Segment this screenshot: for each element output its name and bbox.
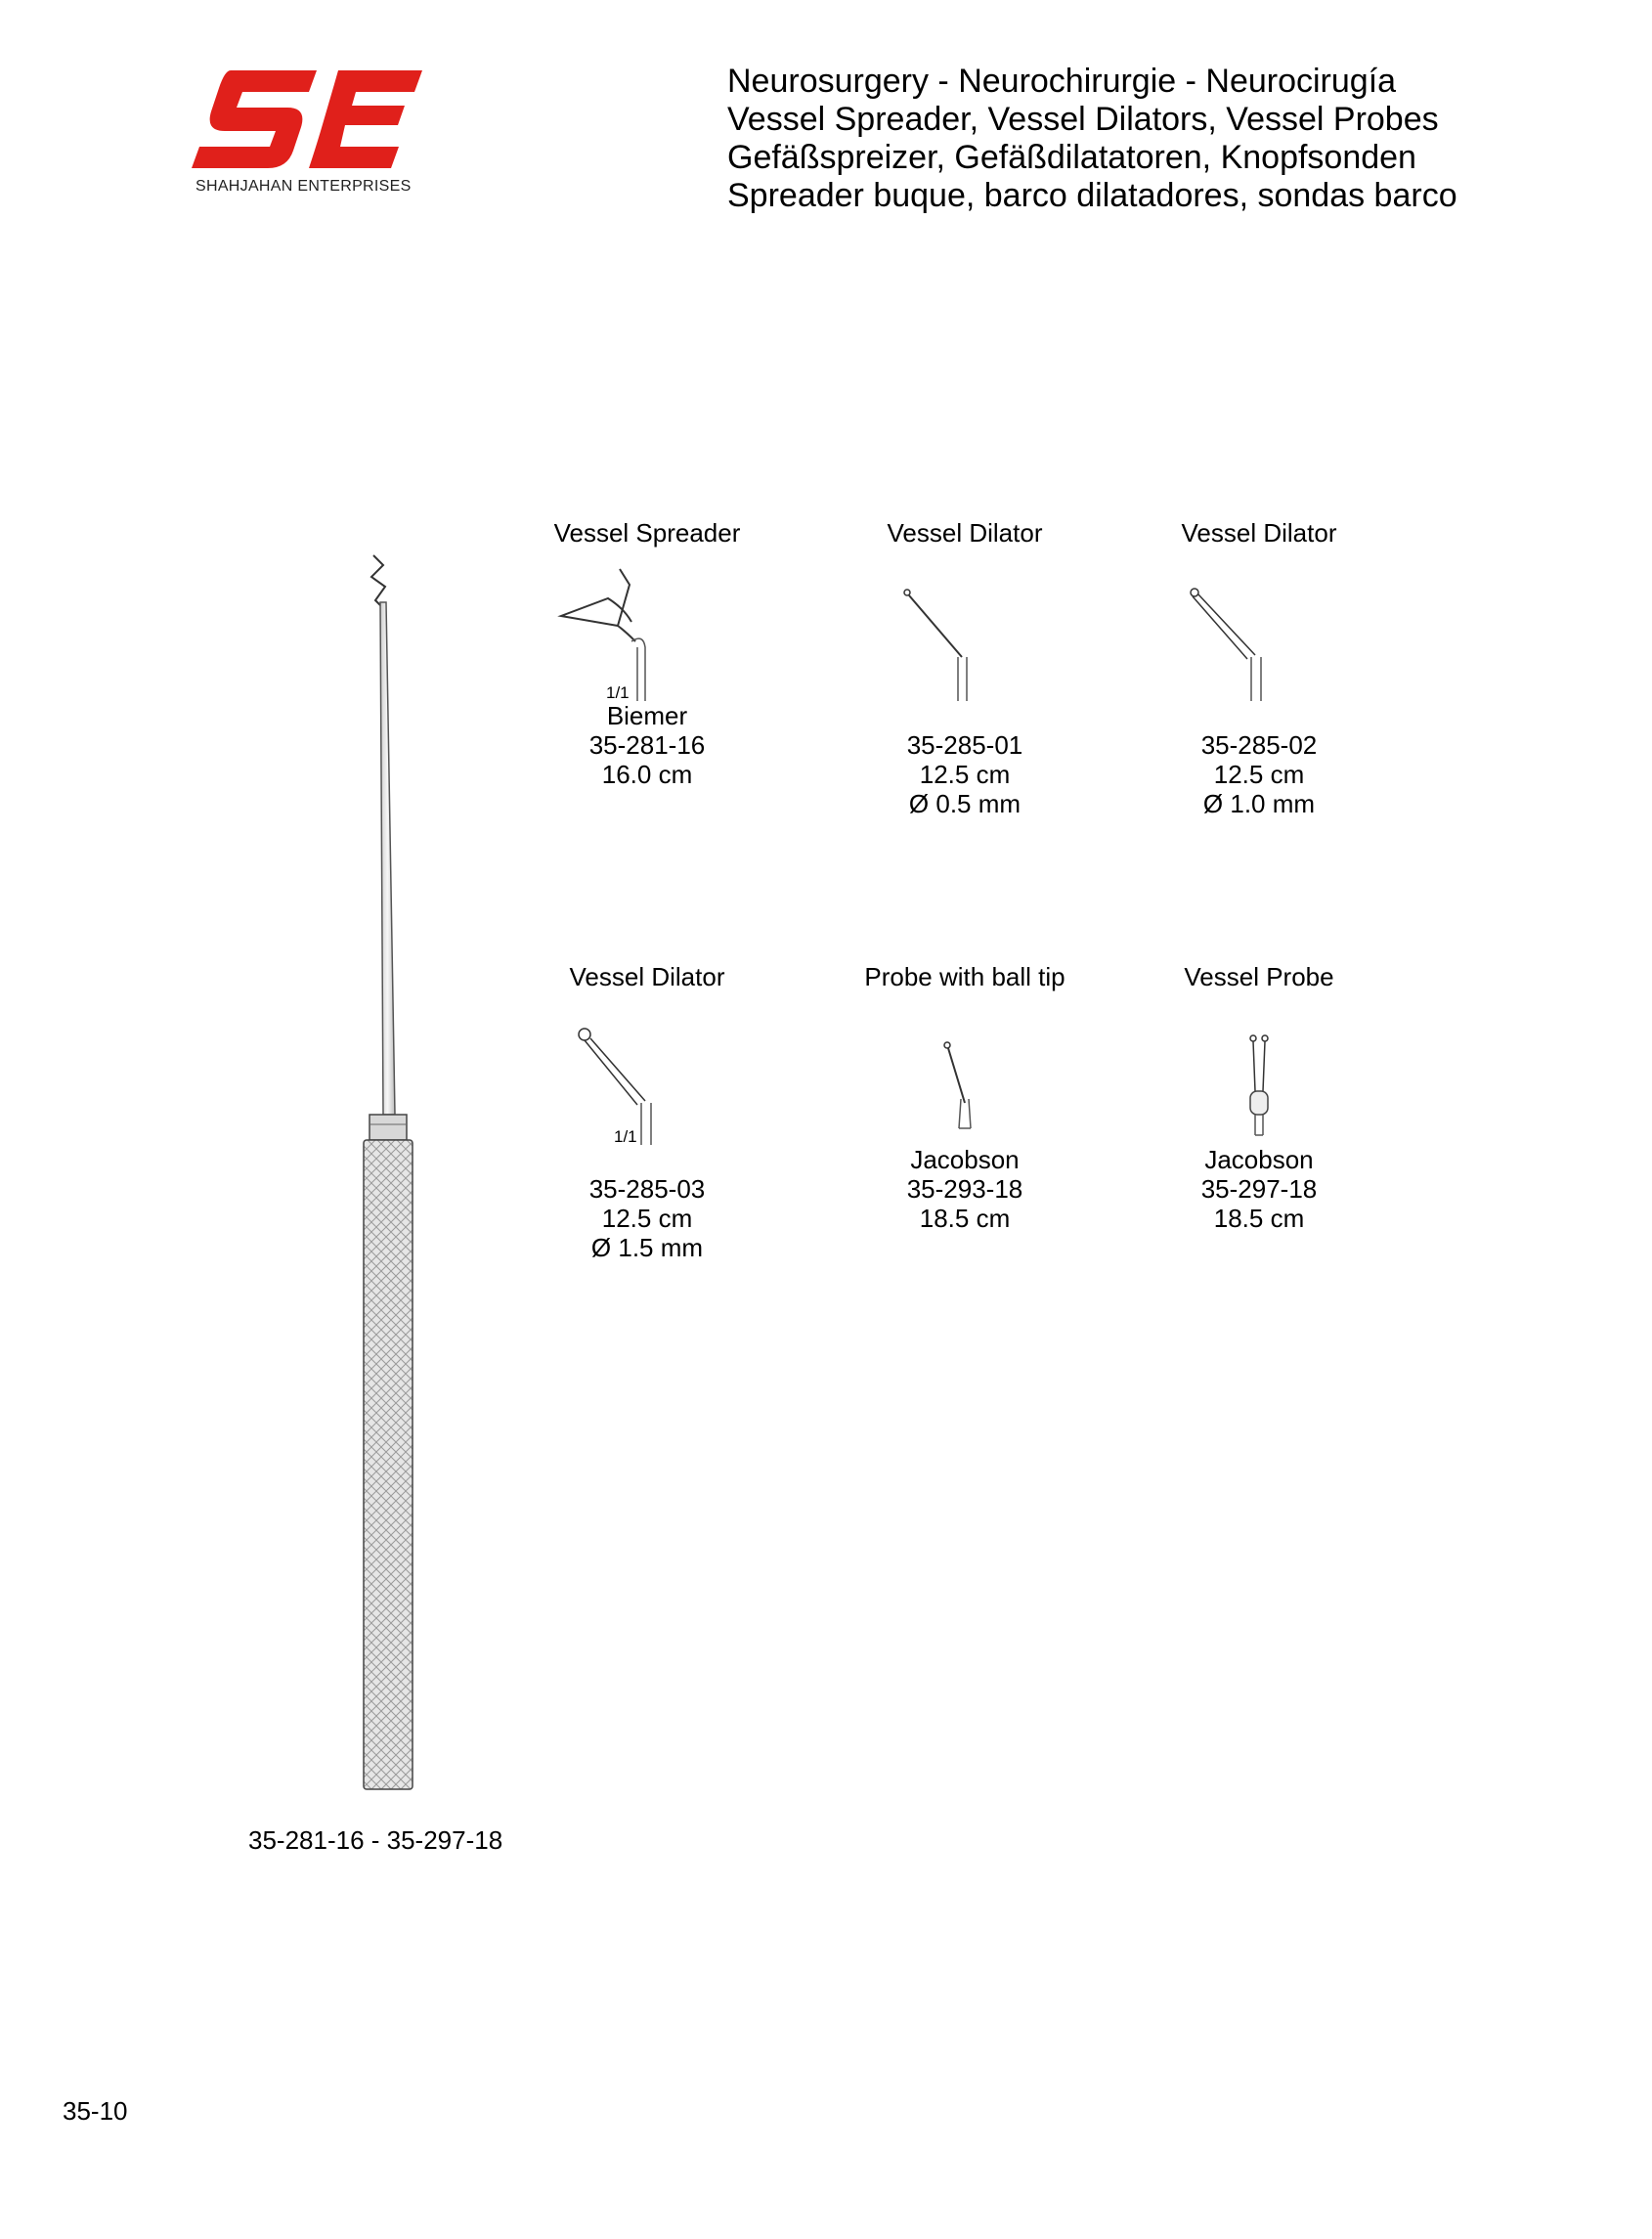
product-length: 18.5 cm <box>1213 1204 1305 1233</box>
product-length: 12.5 cm <box>1213 760 1305 789</box>
product-code: 35-281-16 <box>588 730 706 760</box>
product-detail: Jacobson <box>910 1145 1020 1174</box>
dilator-tip-icon <box>500 993 794 1145</box>
product-title: Vessel Dilator <box>1181 518 1337 548</box>
product-diameter: Ø 0.5 mm <box>908 789 1022 818</box>
logo-text: SHAHJAHAN ENTERPRISES <box>196 178 412 195</box>
instrument-illustration <box>332 548 450 1809</box>
product-detail <box>500 1145 794 1174</box>
page-header <box>727 63 1457 215</box>
product-vessel-dilator <box>1112 518 1406 818</box>
product-detail: Jacobson <box>1204 1145 1314 1174</box>
product-title: Vessel Probe <box>1184 962 1334 991</box>
product-detail <box>818 701 1111 730</box>
product-title: Probe with ball tip <box>864 962 1065 991</box>
product-title: Vessel Dilator <box>569 962 725 991</box>
vessel-spreader-tip-icon <box>500 549 794 701</box>
scale-label: 1/1 <box>606 683 630 702</box>
product-code: 35-297-18 <box>1200 1174 1318 1204</box>
product-title: Vessel Spreader <box>553 518 741 548</box>
product-length: 18.5 cm <box>919 1204 1011 1233</box>
product-diameter: Ø 1.5 mm <box>590 1233 704 1262</box>
product-range: 35-281-16 - 35-297-18 <box>248 1825 503 1855</box>
scale-label: 1/1 <box>614 1127 637 1146</box>
product-length: 12.5 cm <box>919 760 1011 789</box>
vessel-probe-tip-icon <box>1112 993 1406 1145</box>
product-detail <box>1112 701 1406 730</box>
product-vessel-dilator <box>818 518 1111 818</box>
product-title: Vessel Dilator <box>887 518 1043 548</box>
product-code: 35-285-02 <box>1200 730 1318 760</box>
product-vessel-spreader <box>500 518 794 789</box>
product-code: 35-293-18 <box>906 1174 1023 1204</box>
product-code: 35-285-03 <box>588 1174 706 1204</box>
product-length: 16.0 cm <box>601 760 693 789</box>
header-line: Neurosurgery - Neurochirurgie - Neurocirugía <box>727 63 1397 100</box>
header-line: Vessel Spreader, Vessel Dilators, Vessel Probes <box>727 101 1439 138</box>
product-diameter: Ø 1.0 mm <box>1202 789 1316 818</box>
product-vessel-probe <box>1112 962 1406 1233</box>
product-code: 35-285-01 <box>906 730 1023 760</box>
header-line: Gefäßspreizer, Gefäßdilatatoren, Knopfsonden <box>727 139 1416 176</box>
product-length: 12.5 cm <box>601 1204 693 1233</box>
page-number: 35-10 <box>63 2096 128 2126</box>
product-detail: Biemer <box>606 701 688 730</box>
header-line: Spreader buque, barco dilatadores, sondas barco <box>727 177 1457 214</box>
dilator-tip-icon <box>1112 549 1406 701</box>
ball-probe-tip-icon <box>818 993 1111 1145</box>
product-probe-ball-tip <box>818 962 1111 1233</box>
dilator-tip-icon <box>818 549 1111 701</box>
product-vessel-dilator <box>500 962 794 1262</box>
